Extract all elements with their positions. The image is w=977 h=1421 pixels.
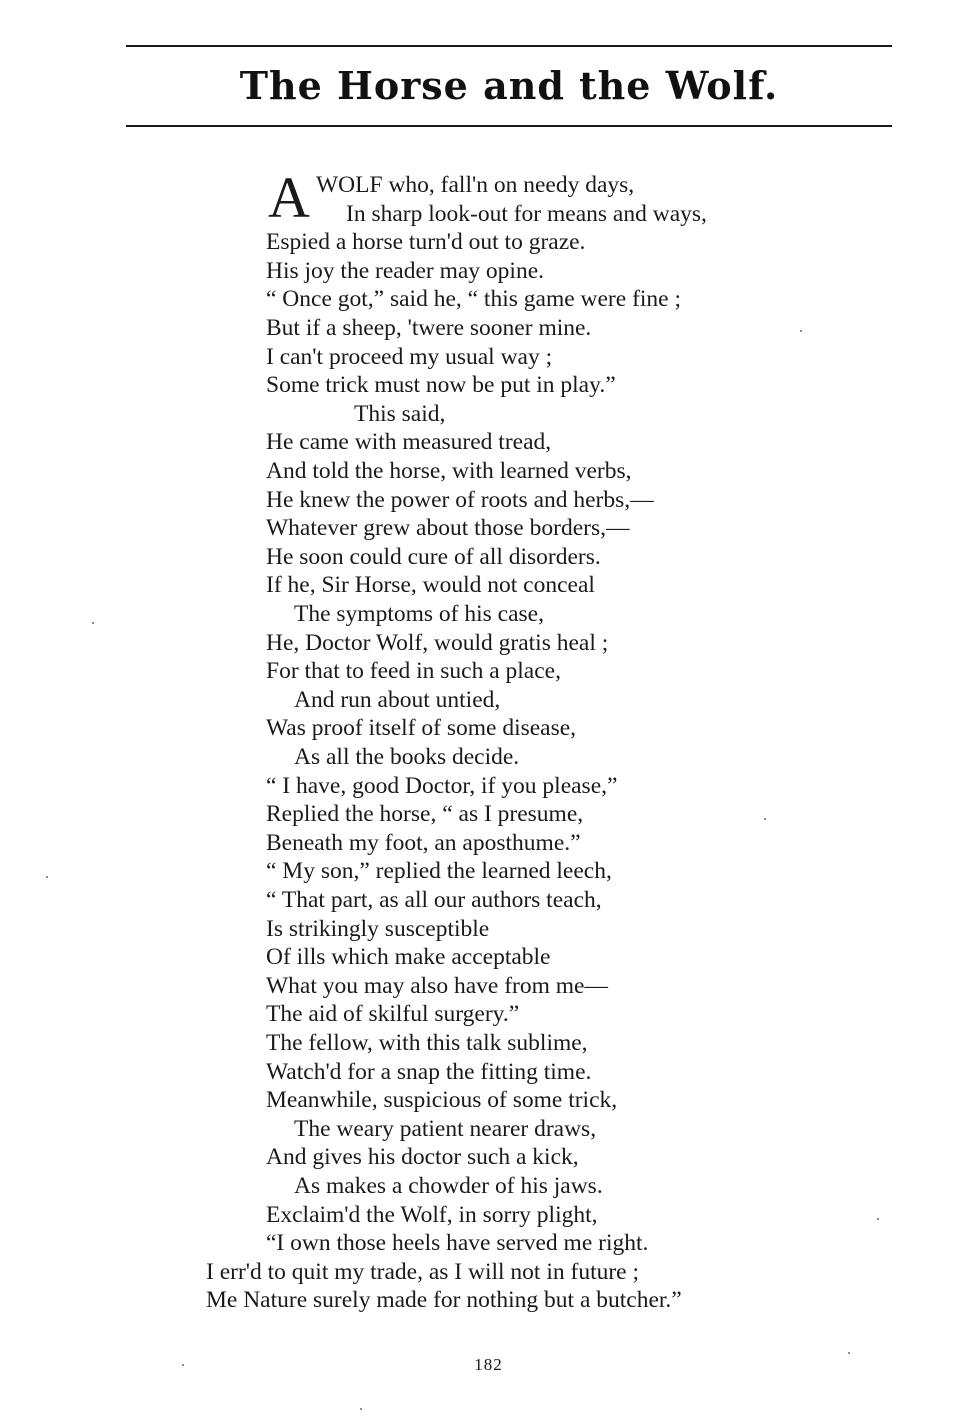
poem-line: “ That part, as all our authors teach,	[266, 887, 602, 913]
poem-line: The weary patient nearer draws,	[294, 1115, 597, 1142]
poem-line: If he, Sir Horse, would not conceal	[266, 572, 595, 599]
poem-line: As all the books decide.	[294, 744, 520, 770]
poem-line: What you may also have from me—	[266, 972, 608, 999]
poem-line: I err'd to quit my trade, as I will not in future ;	[206, 1258, 640, 1285]
poem-line: “I own those heels have served me right.	[266, 1230, 649, 1257]
poem-line: Beneath my foot, an aposthume.”	[266, 829, 581, 856]
poem-line: Espied a horse turn'd out to graze.	[266, 229, 586, 256]
poem-line: In sharp look-out for means and ways,	[346, 200, 707, 227]
poem-line: Some trick must now be put in play.”	[266, 372, 616, 399]
poem-line: Me Nature surely made for nothing but a butcher.”	[206, 1287, 682, 1314]
scan-speck	[360, 1408, 362, 1410]
scan-speck	[92, 622, 94, 624]
poem-line: This said,	[354, 400, 446, 427]
poem-line: The fellow, with this talk sublime,	[266, 1030, 588, 1056]
poem-line: Of ills which make acceptable	[266, 944, 551, 971]
poem-line: And run about untied,	[294, 686, 501, 713]
scan-speck	[764, 818, 766, 820]
top-rule	[126, 45, 892, 47]
scan-speck	[46, 876, 48, 878]
poem-line: Watch'd for a snap the fitting time.	[266, 1058, 592, 1085]
bottom-rule	[126, 125, 892, 127]
poem-line: Exclaim'd the Wolf, in sorry plight,	[266, 1201, 598, 1228]
poem-line: The symptoms of his case,	[294, 601, 544, 627]
poem-line: He, Doctor Wolf, would gratis heal ;	[266, 629, 609, 656]
poem-line: Is strikingly susceptible	[266, 915, 490, 942]
poem-title: The Horse and the Wolf.	[239, 63, 779, 108]
poem-line: I can't proceed my usual way ;	[266, 343, 553, 370]
scan-speck	[877, 1218, 879, 1220]
scan-speck	[182, 1364, 184, 1366]
poem-line: “ I have, good Doctor, if you please,”	[266, 772, 618, 799]
poem-line: But if a sheep, 'twere sooner mine.	[266, 315, 592, 341]
poem-line: His joy the reader may opine.	[266, 257, 544, 284]
poem-line: The aid of skilful surgery.”	[266, 1001, 520, 1028]
page-number: 182	[474, 1355, 503, 1374]
poem-line: Meanwhile, suspicious of some trick,	[266, 1087, 618, 1114]
scan-speck	[848, 1352, 850, 1354]
poem-line: “ Once got,” said he, “ this game were fine ;	[266, 286, 682, 313]
poem-line: He soon could cure of all disorders.	[266, 543, 601, 570]
poem-line: He came with measured tread,	[266, 429, 552, 456]
poem-line: And gives his doctor such a kick,	[266, 1144, 579, 1171]
poem-line: As makes a chowder of his jaws.	[294, 1173, 603, 1199]
drop-cap: A	[268, 165, 310, 230]
poem-line: “ My son,” replied the learned leech,	[266, 858, 612, 885]
poem-line: And told the horse, with learned verbs,	[266, 458, 632, 484]
poem-line: Whatever grew about those borders,—	[266, 515, 630, 542]
poem-line: He knew the power of roots and herbs,—	[266, 486, 654, 513]
poem-line: Replied the horse, “ as I presume,	[266, 801, 584, 828]
scan-speck	[800, 330, 802, 332]
poem-line: Was proof itself of some disease,	[266, 715, 577, 742]
poem-line: For that to feed in such a place,	[266, 658, 561, 685]
poem-line: WOLF who, fall'n on needy days,	[316, 172, 635, 198]
